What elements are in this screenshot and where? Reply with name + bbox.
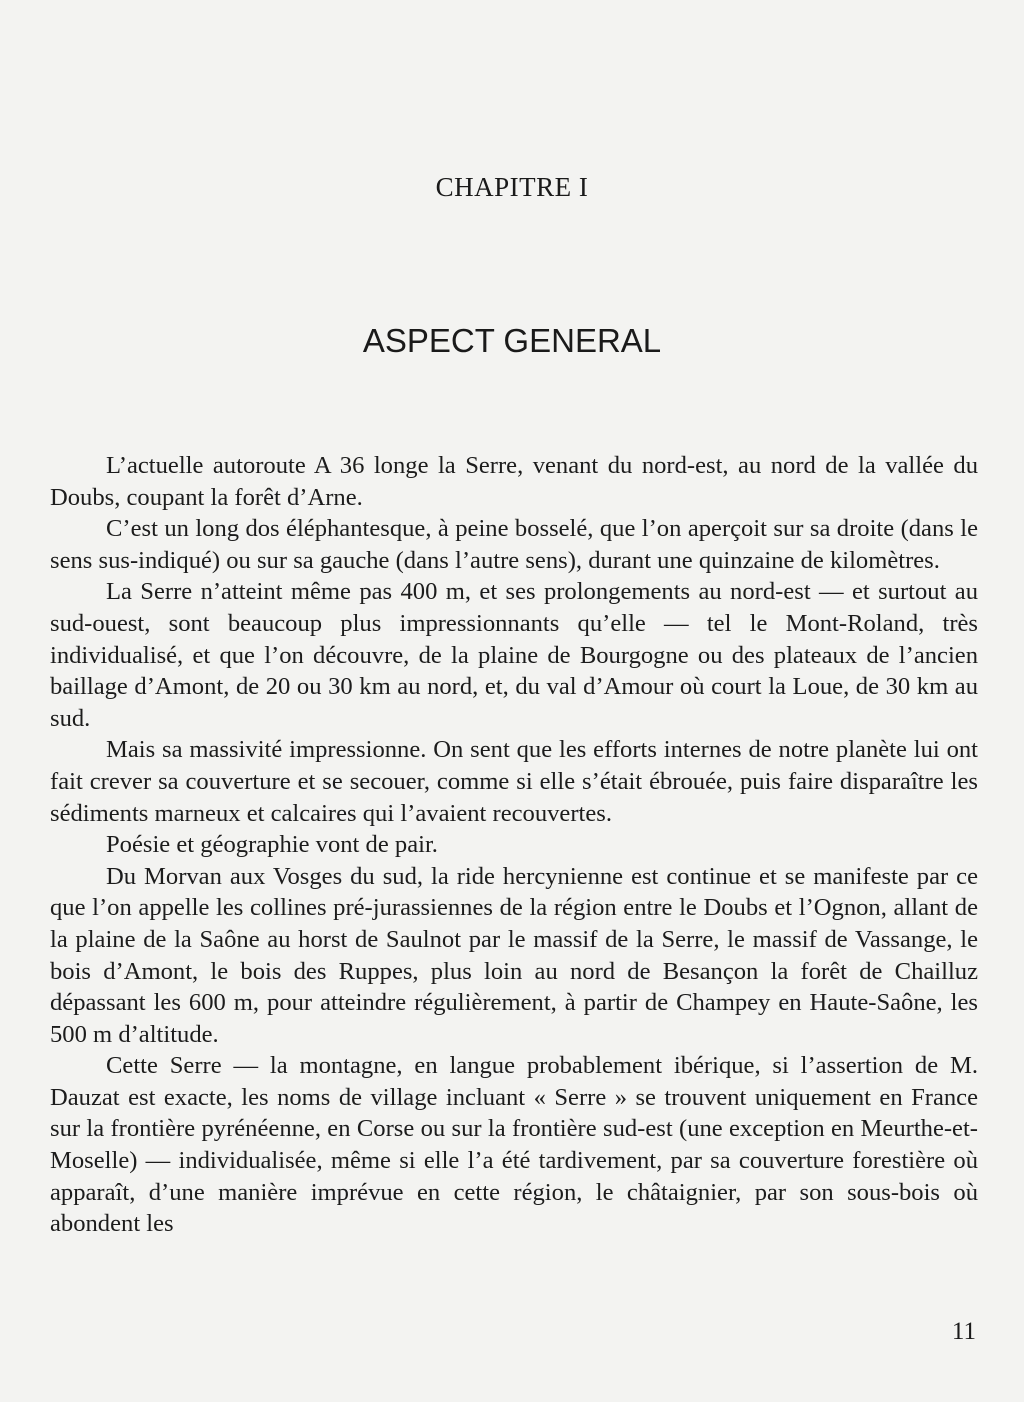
- chapter-title: ASPECT GENERAL: [362, 322, 662, 359]
- paragraph: La Serre n’atteint même pas 400 m, et ses prolongements au nord-est — et surtout au sud-ouest, sont beaucoup plus impressionnants qu’elle — tel le Mont-Roland, très individualisé, et que l’on découvre, de la plaine de Bourgogne ou des plateaux de l’ancien baillage d’Amont, de 20 ou 30 km au nord, et, du val d’Amour où court la Loue, de 30 km au sud.: [50, 578, 978, 732]
- paragraph: C’est un long dos éléphantesque, à peine bosselé, que l’on aperçoit sur sa droite (dans le sens sus-indiqué) ou sur sa gauche (dans l’autre sens), durant une quinzaine de kilomètres.: [50, 515, 978, 574]
- paragraph: L’actuelle autoroute A 36 longe la Serre, venant du nord-est, au nord de la vallée du Doubs, coupant la forêt d’Arne.: [50, 452, 978, 511]
- chapter-heading: CHAPITRE I: [435, 172, 589, 202]
- page-number: 11: [951, 1318, 976, 1345]
- paragraph: Cette Serre — la montagne, en langue probablement ibérique, si l’assertion de M. Dauzat est exacte, les noms de village incluant « Serre » se trouvent uniquement en France sur la frontière pyrénéenne, en Corse ou sur la frontière sud-est (une exception en Meurthe-et-Moselle) — individualisée, même si elle l’a été tardivement, par sa couverture forestière où apparaît, d’une manière imprévue en cette région, le châtaignier, par son sous-bois où abondent les: [50, 1052, 978, 1238]
- paragraph: Du Morvan aux Vosges du sud, la ride hercynienne est continue et se manifeste par ce que l’on appelle les collines pré-jurassiennes de la région entre le Doubs et l’Ognon, allant de la plaine de la Saône au horst de Saulnot par le massif de la Serre, le massif de Vassange, le bois d’Amont, le bois des Ruppes, plus loin au nord de Besançon la forêt de Chailluz dépassant les 600 m, pour atteindre régulièrement, à partir de Champey en Haute-Saône, les 500 m d’altitude.: [50, 862, 978, 1048]
- paragraph: Poésie et géographie vont de pair.: [106, 831, 438, 859]
- body-text: [50, 450, 978, 1240]
- paragraph: Mais sa massivité impressionne. On sent que les efforts internes de notre planète lui ont fait crever sa couverture et se secouer, comme si elle s’était ébrouée, puis faire disparaître les sédiments marneux et calcaires qui l’avaient recouvertes.: [50, 736, 978, 827]
